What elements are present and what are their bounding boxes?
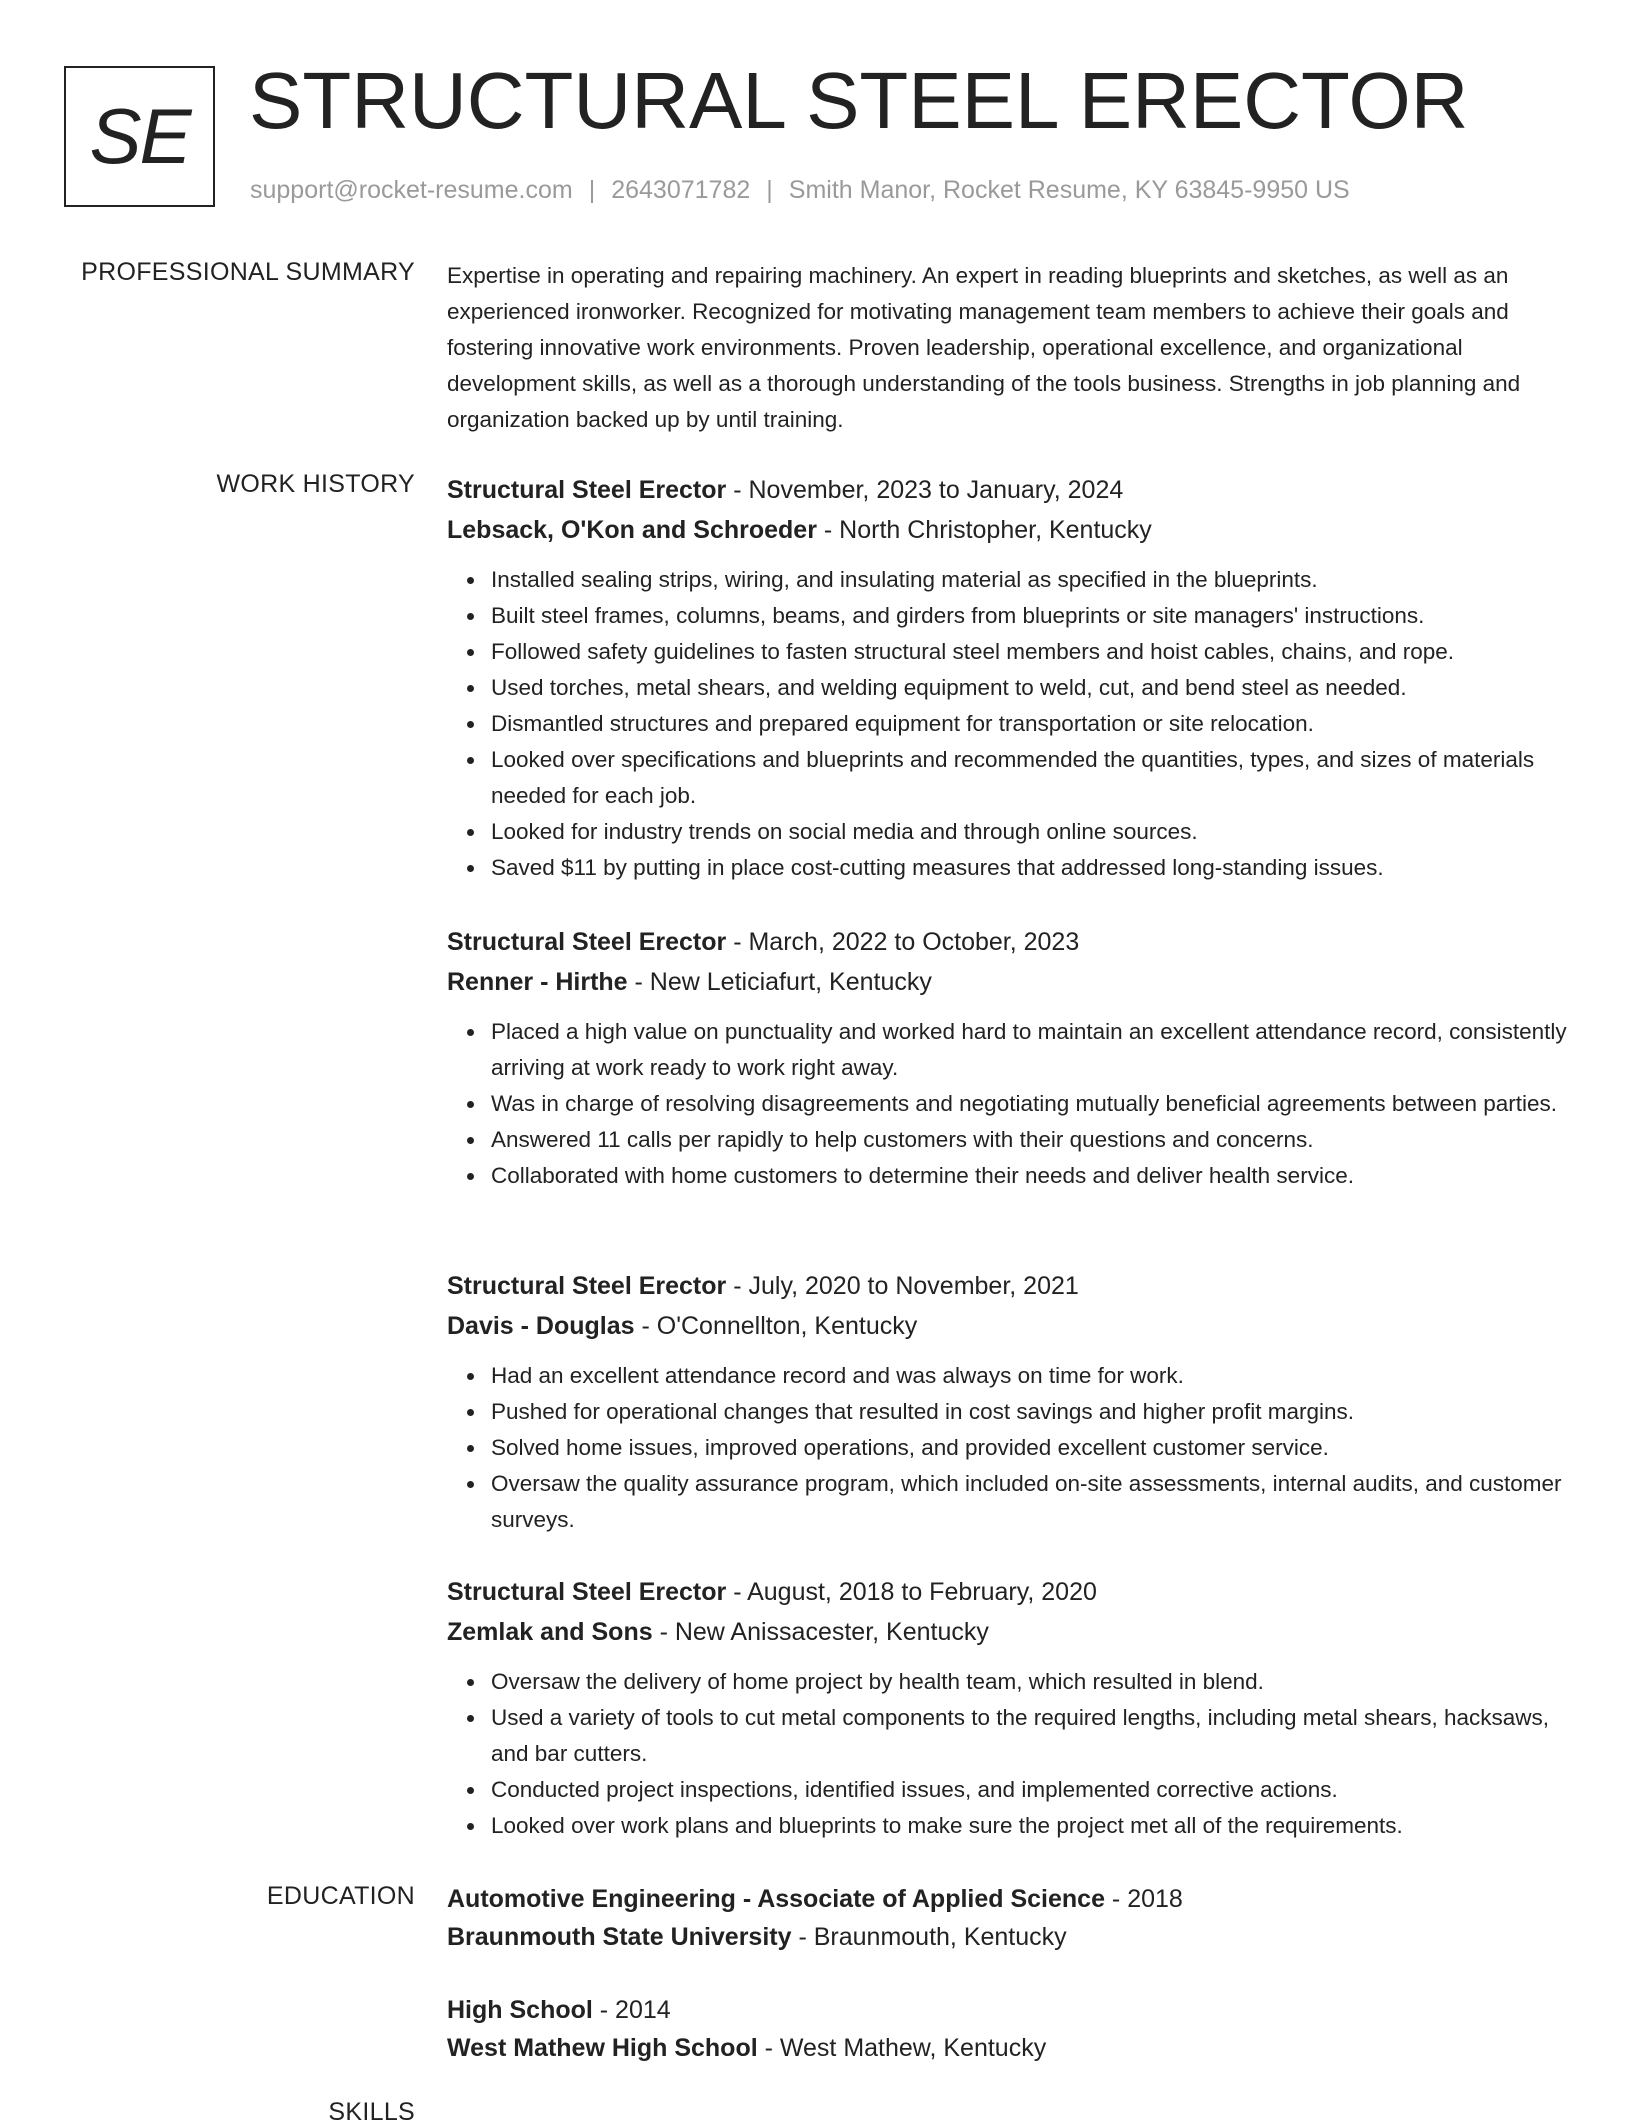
contact-address: Smith Manor, Rocket Resume, KY 63845-9950 US bbox=[788, 176, 1350, 204]
job-title: Structural Steel Erector bbox=[447, 1272, 727, 1300]
job-bullet: Built steel frames, columns, beams, and girders from blueprints or site managers' instructions. bbox=[491, 598, 1567, 634]
job-title: Structural Steel Erector bbox=[447, 928, 727, 956]
job-dates: - March, 2022 to October, 2023 bbox=[726, 928, 1080, 956]
education-location: - West Mathew, Kentucky bbox=[757, 2034, 1047, 2062]
contact-email[interactable]: support@rocket-resume.com bbox=[250, 176, 573, 204]
job-location: - North Christopher, Kentucky bbox=[816, 516, 1152, 544]
education-location: - Braunmouth, Kentucky bbox=[791, 1923, 1067, 1951]
job-bullets bbox=[447, 1358, 1567, 1538]
job-company: Zemlak and Sons bbox=[447, 1618, 653, 1646]
job-title-line bbox=[447, 1266, 1567, 1306]
job-bullet: Conducted project inspections, identified issues, and implemented corrective actions. bbox=[491, 1772, 1567, 1808]
job-bullet: Placed a high value on punctuality and worked hard to maintain an excellent attendance record, consistently arriving at work ready to work right away. bbox=[491, 1014, 1567, 1086]
education-entry bbox=[447, 1991, 1567, 2067]
job-company-line bbox=[447, 510, 1567, 550]
job-title: Structural Steel Erector bbox=[447, 1578, 727, 1606]
job-bullet: Solved home issues, improved operations, and provided excellent customer service. bbox=[491, 1430, 1567, 1466]
job-bullet: Answered 11 calls per rapidly to help customers with their questions and concerns. bbox=[491, 1122, 1567, 1158]
job-bullet: Followed safety guidelines to fasten structural steel members and hoist cables, chains, and rope. bbox=[491, 634, 1567, 670]
job-bullet: Looked over work plans and blueprints to make sure the project met all of the requirements. bbox=[491, 1808, 1567, 1844]
education-school-line bbox=[447, 1918, 1567, 1956]
section-label-summary: PROFESSIONAL SUMMARY bbox=[81, 258, 415, 286]
job-company-line bbox=[447, 1306, 1567, 1346]
job-dates: - July, 2020 to November, 2021 bbox=[726, 1272, 1079, 1300]
job-title-line bbox=[447, 922, 1567, 962]
contact-phone[interactable]: 2643071782 bbox=[611, 176, 751, 204]
education-degree-line bbox=[447, 1880, 1567, 1918]
job-entry bbox=[447, 1266, 1567, 1538]
job-bullet: Looked over specifications and blueprints and recommended the quantities, types, and sizes of materials needed for each job. bbox=[491, 742, 1567, 814]
education-school-line bbox=[447, 2029, 1567, 2067]
job-dates: - November, 2023 to January, 2024 bbox=[726, 476, 1124, 504]
job-bullet: Dismantled structures and prepared equipment for transportation or site relocation. bbox=[491, 706, 1567, 742]
job-company: Renner - Hirthe bbox=[447, 968, 628, 996]
job-bullet: Installed sealing strips, wiring, and insulating material as specified in the blueprints. bbox=[491, 562, 1567, 598]
job-bullet: Had an excellent attendance record and was always on time for work. bbox=[491, 1358, 1567, 1394]
job-bullet: Used torches, metal shears, and welding equipment to weld, cut, and bend steel as needed. bbox=[491, 670, 1567, 706]
section-label-education: EDUCATION bbox=[266, 1882, 415, 1910]
job-dates: - August, 2018 to February, 2020 bbox=[726, 1578, 1097, 1606]
job-location: - O'Connellton, Kentucky bbox=[634, 1312, 918, 1340]
job-entry bbox=[447, 1572, 1567, 1844]
job-bullet: Oversaw the delivery of home project by health team, which resulted in blend. bbox=[491, 1664, 1567, 1700]
job-title-line bbox=[447, 1572, 1567, 1612]
education-degree: High School bbox=[447, 1996, 593, 2024]
job-bullet: Saved $11 by putting in place cost-cutting measures that addressed long-standing issues. bbox=[491, 850, 1567, 886]
job-company: Davis - Douglas bbox=[447, 1312, 635, 1340]
education-school: West Mathew High School bbox=[447, 2034, 758, 2062]
monogram-initials: SE bbox=[89, 92, 190, 180]
contact-line bbox=[250, 174, 1350, 206]
job-bullets bbox=[447, 1014, 1567, 1194]
job-company-line bbox=[447, 962, 1567, 1002]
job-title: Structural Steel Erector bbox=[447, 476, 727, 504]
job-bullet: Was in charge of resolving disagreements and negotiating mutually beneficial agreements between parties. bbox=[491, 1086, 1567, 1122]
education-degree-line bbox=[447, 1991, 1567, 2029]
monogram-box bbox=[64, 66, 215, 207]
education-degree: Automotive Engineering - Associate of Applied Science bbox=[447, 1885, 1105, 1913]
job-bullet: Looked for industry trends on social media and through online sources. bbox=[491, 814, 1567, 850]
job-bullets bbox=[447, 562, 1567, 886]
job-entry bbox=[447, 470, 1567, 886]
job-title-line bbox=[447, 470, 1567, 510]
job-bullet: Collaborated with home customers to determine their needs and deliver health service. bbox=[491, 1158, 1567, 1194]
job-entry bbox=[447, 922, 1567, 1194]
job-company: Lebsack, O'Kon and Schroeder bbox=[447, 516, 817, 544]
job-bullet: Used a variety of tools to cut metal components to the required lengths, including metal shears, hacksaws, and bar cutters. bbox=[491, 1700, 1567, 1772]
summary-text: Expertise in operating and repairing machinery. An expert in reading blueprints and sketches, as well as an experienced ironworker. Recognized for motivating management team members to achieve their goals and fostering innovative work environments. Proven leadership, operational excellence, and organizational development skills, as well as a thorough understanding of the tools business. Strengths in job planning and organization backed up by until training. bbox=[447, 263, 1521, 432]
job-location: - New Leticiafurt, Kentucky bbox=[627, 968, 932, 996]
job-bullet: Pushed for operational changes that resulted in cost savings and higher profit margins. bbox=[491, 1394, 1567, 1430]
job-bullets bbox=[447, 1664, 1567, 1844]
education-year: - 2014 bbox=[592, 1996, 671, 2024]
contact-separator: | bbox=[766, 176, 773, 204]
section-label-skills: SKILLS bbox=[328, 2098, 415, 2126]
job-location: - New Anissacester, Kentucky bbox=[652, 1618, 989, 1646]
job-bullet: Oversaw the quality assurance program, which included on-site assessments, internal audits, and customer surveys. bbox=[491, 1466, 1567, 1538]
job-company-line bbox=[447, 1612, 1567, 1652]
education-year: - 2018 bbox=[1104, 1885, 1183, 1913]
contact-separator: | bbox=[588, 176, 596, 204]
section-label-work-history: WORK HISTORY bbox=[216, 470, 415, 498]
education-school: Braunmouth State University bbox=[447, 1923, 792, 1951]
education-entry bbox=[447, 1880, 1567, 1956]
page-title: STRUCTURAL STEEL ERECTOR bbox=[249, 56, 1469, 145]
